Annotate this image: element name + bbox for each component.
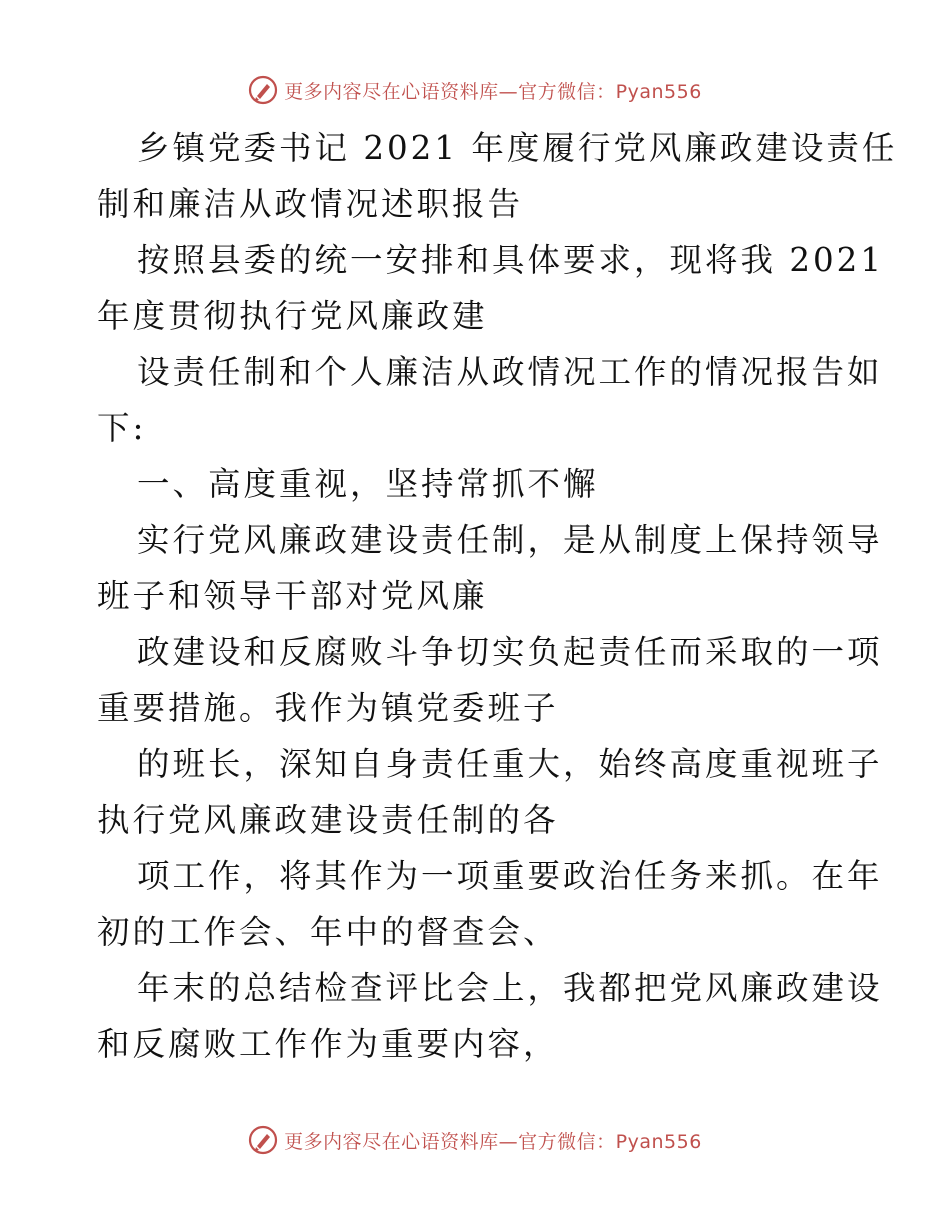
paragraph-line: 实行党风廉政建设责任制，是从制度上保持领导: [137, 521, 883, 559]
paragraph-line: 年末的总结检查评比会上，我都把党风廉政建设: [137, 969, 883, 1007]
paragraph-line: 按照县委的统一安排和具体要求，现将我 2021: [137, 241, 885, 279]
header-watermark-text: 更多内容尽在心语资料库—官方微信：Pyan556: [284, 80, 702, 103]
paragraph-line: 执行党风廉政建设责任制的各: [97, 801, 559, 839]
paragraph-line: 和反腐败工作作为重要内容，: [97, 1025, 559, 1063]
red-pen-seal-icon: [248, 1125, 278, 1155]
header-watermark-banner: [0, 70, 950, 110]
paragraph-line: 重要措施。我作为镇党委班子: [97, 689, 559, 727]
paragraph-line: 班子和领导干部对党风廉: [97, 577, 488, 615]
paragraph-line: 下:: [97, 409, 147, 447]
red-pen-seal-icon: [248, 75, 278, 105]
footer-watermark-text: 更多内容尽在心语资料库—官方微信：Pyan556: [284, 1130, 702, 1153]
title-line-1: 乡镇党委书记 2021 年度履行党风廉政建设责任: [137, 129, 898, 167]
paragraph-line: 初的工作会、年中的督查会、: [97, 913, 559, 951]
document-body: [97, 120, 898, 1072]
paragraph-line: 项工作，将其作为一项重要政治任务来抓。在年: [137, 857, 883, 895]
section-heading: 一、高度重视，坚持常抓不懈: [137, 465, 599, 503]
paragraph-line: 年度贯彻执行党风廉政建: [97, 297, 488, 335]
paragraph-line: 的班长，深知自身责任重大，始终高度重视班子: [137, 745, 883, 783]
footer-watermark-banner: [0, 1120, 950, 1160]
paragraph-line: 设责任制和个人廉洁从政情况工作的情况报告如: [137, 353, 883, 391]
paragraph-line: 政建设和反腐败斗争切实负起责任而采取的一项: [137, 633, 883, 671]
title-line-2: 制和廉洁从政情况述职报告: [97, 185, 524, 223]
